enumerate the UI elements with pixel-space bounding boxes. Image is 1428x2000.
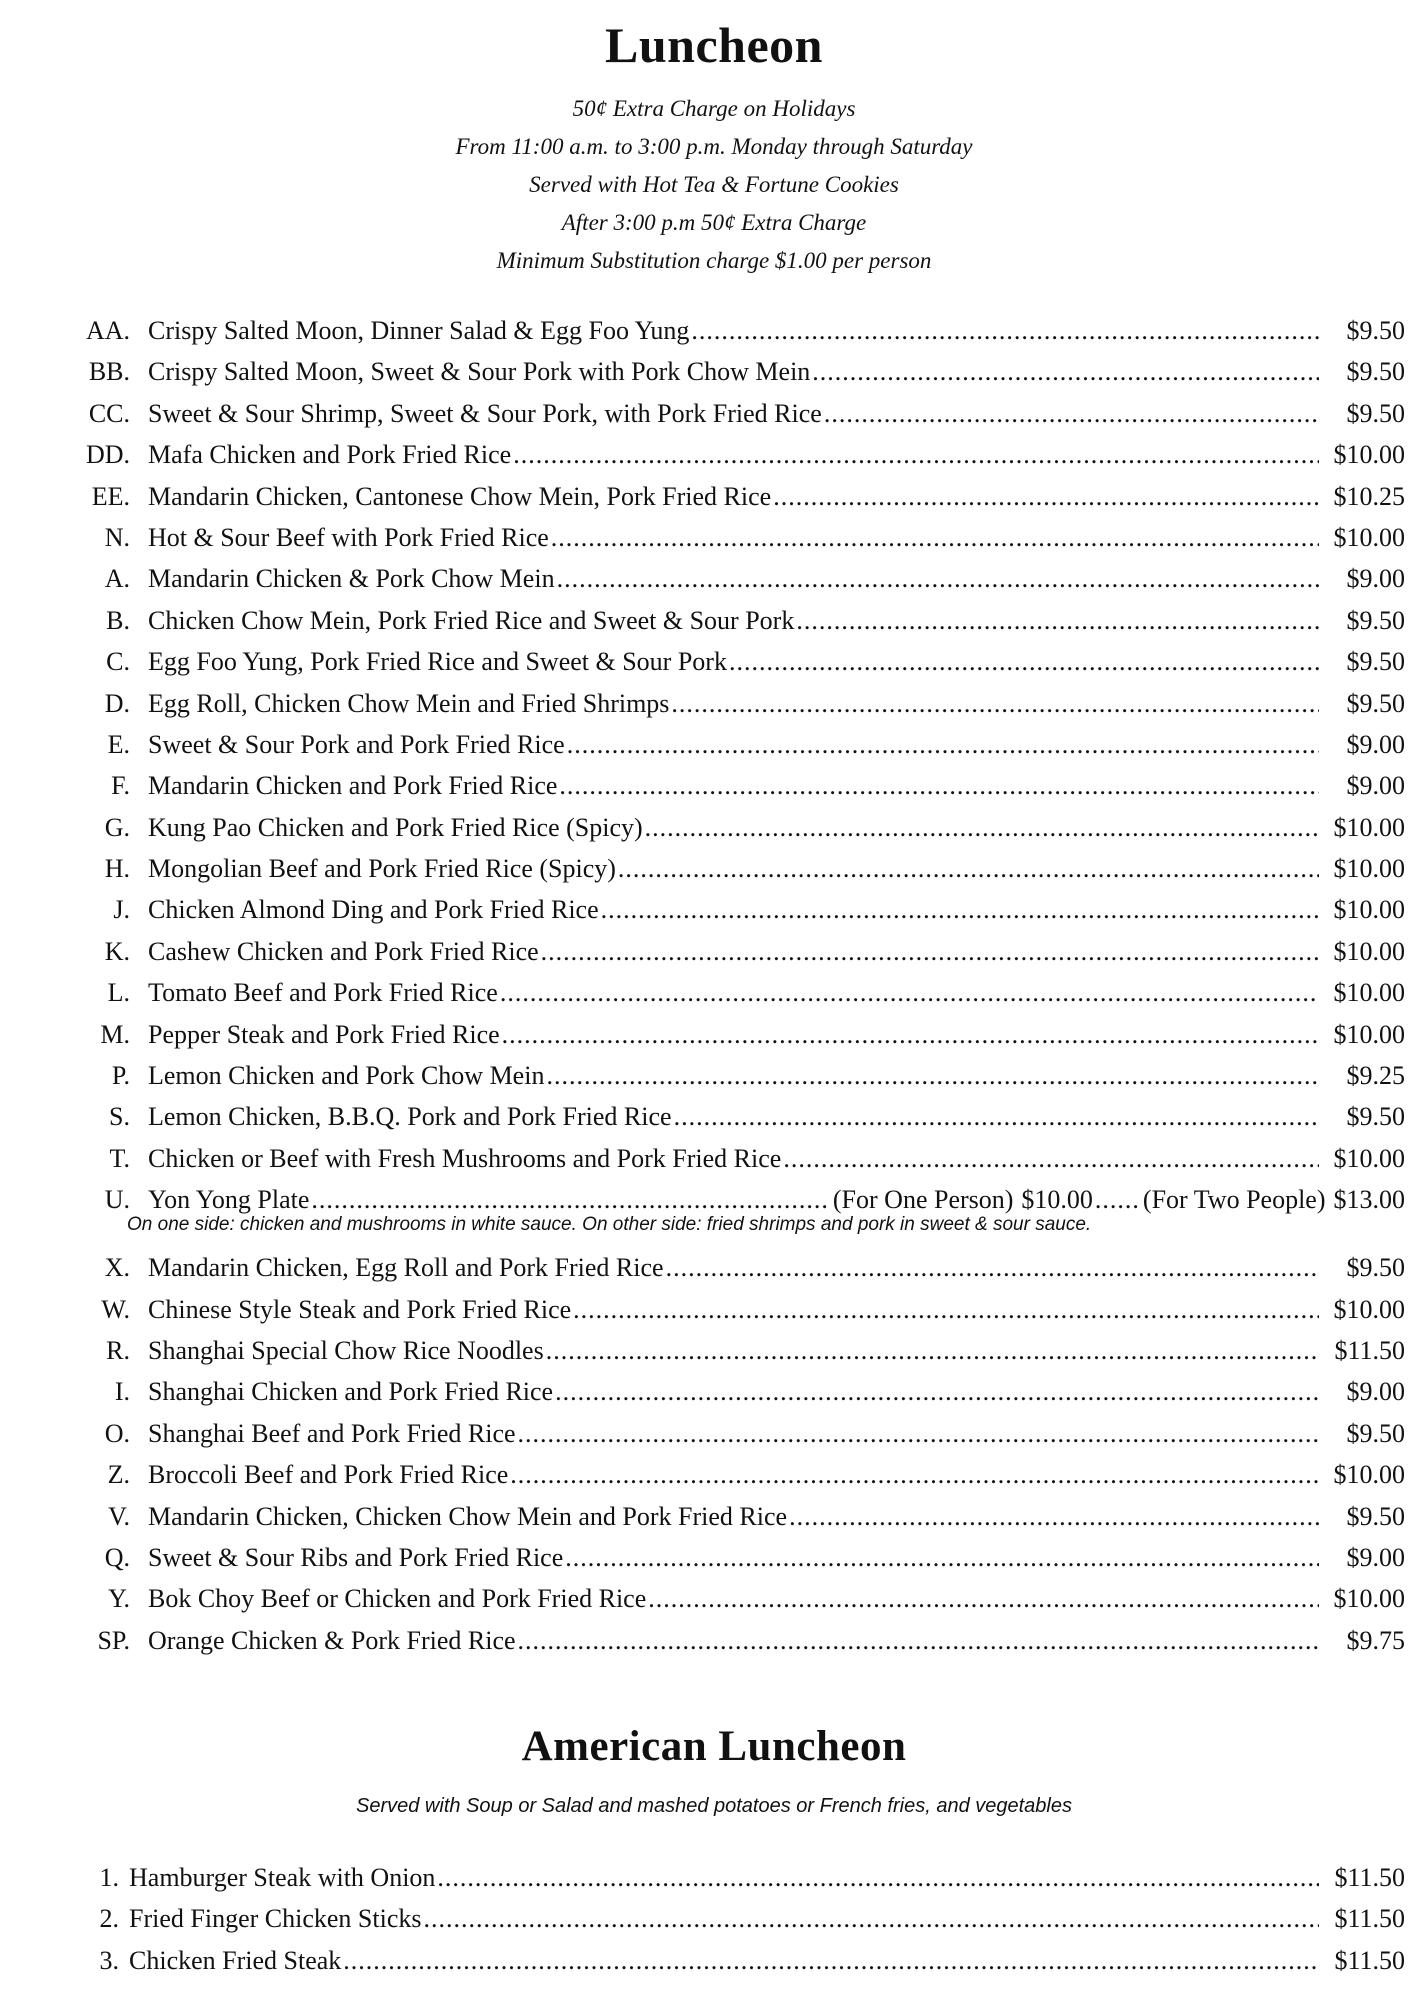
- item-name: Bok Choy Beef or Chicken and Pork Fried Rice: [148, 1584, 647, 1614]
- menu-item: [55, 813, 1405, 854]
- item-price: $9.00: [1346, 771, 1405, 801]
- item-name: Chicken Fried Steak: [129, 1945, 342, 1975]
- menu-item: [55, 482, 1405, 523]
- menu-item-special: [55, 1185, 1405, 1215]
- item-name: Orange Chicken & Pork Fried Rice: [148, 1625, 516, 1655]
- menu-item: [55, 1946, 1405, 1987]
- menu-item: [55, 895, 1405, 936]
- item-name: Mongolian Beef and Pork Fried Rice (Spicy): [148, 854, 616, 884]
- item-name: Mandarin Chicken, Cantonese Chow Mein, Pork Fried Rice: [148, 481, 772, 511]
- item-name: Tomato Beef and Pork Fried Rice: [148, 978, 498, 1008]
- item-name: Shanghai Special Chow Rice Noodles: [148, 1335, 544, 1365]
- item-price: $10.00: [1333, 854, 1405, 884]
- item-price: $9.50: [1346, 1253, 1405, 1283]
- dot-leader: [510, 1460, 1319, 1490]
- dot-leader: [513, 440, 1319, 470]
- item-code: 3.: [99, 1945, 119, 1975]
- item-code: U.: [104, 1185, 130, 1215]
- luncheon-items: [55, 316, 1405, 1185]
- dot-leader: [541, 937, 1319, 967]
- item-name: Hamburger Steak with Onion: [129, 1863, 436, 1892]
- dot-leader: [557, 564, 1319, 594]
- item-name: Broccoli Beef and Pork Fried Rice: [148, 1460, 509, 1490]
- dot-leader: [500, 978, 1319, 1008]
- dot-leader: [437, 1863, 1319, 1893]
- item-code: A.: [104, 564, 130, 594]
- item-price: $9.00: [1346, 1542, 1405, 1572]
- item-option-one-label: (For One Person): [832, 1185, 1014, 1215]
- item-option-two-price: $13.00: [1333, 1185, 1405, 1215]
- item-name: Chinese Style Steak and Pork Fried Rice: [148, 1294, 572, 1324]
- menu-item: [55, 689, 1405, 730]
- item-code: CC.: [88, 398, 130, 428]
- note-served-with: Served with Hot Tea & Fortune Cookies: [529, 172, 899, 197]
- item-price: $10.25: [1333, 481, 1405, 511]
- item-name: Shanghai Beef and Pork Fried Rice: [148, 1418, 516, 1448]
- menu-item: [55, 1626, 1405, 1667]
- item-name: Yon Yong Plate: [148, 1185, 310, 1215]
- dot-leader: [691, 316, 1319, 346]
- item-code: O.: [104, 1418, 130, 1448]
- item-code: R.: [106, 1335, 130, 1365]
- menu-item: [55, 647, 1405, 688]
- dot-leader: [546, 1061, 1319, 1091]
- menu-item: [55, 730, 1405, 771]
- item-price: $9.50: [1346, 1418, 1405, 1448]
- dot-leader: [789, 1502, 1319, 1532]
- item-price: $9.00: [1346, 564, 1405, 594]
- menu-item: [55, 316, 1405, 357]
- dot-leader: [551, 523, 1319, 553]
- item-name: Pepper Steak and Pork Fried Rice: [148, 1019, 500, 1049]
- item-price: $10.00: [1333, 1143, 1405, 1173]
- dot-leader: [1095, 1185, 1139, 1215]
- item-name: Mandarin Chicken, Chicken Chow Mein and Pork Fried Rice: [148, 1501, 788, 1531]
- note-substitution: Minimum Substitution charge $1.00 per person: [496, 248, 932, 273]
- item-price: $9.50: [1346, 1501, 1405, 1531]
- dot-leader: [773, 482, 1319, 512]
- item-code: H.: [104, 854, 130, 884]
- note-hours: From 11:00 a.m. to 3:00 p.m. Monday through Saturday: [455, 134, 973, 159]
- item-description: On one side: chicken and mushrooms in white sauce. On other side: fried shrimps and pork in sweet & sour sauce.: [127, 1214, 1092, 1236]
- dot-leader: [565, 1543, 1319, 1573]
- item-code: B.: [106, 605, 130, 635]
- item-code: AA.: [85, 316, 130, 345]
- item-name: Cashew Chicken and Pork Fried Rice: [148, 936, 539, 966]
- luncheon-notes: [0, 90, 1428, 280]
- dot-leader: [674, 1102, 1319, 1132]
- item-price: $11.50: [1334, 1335, 1405, 1365]
- item-name: Lemon Chicken, B.B.Q. Pork and Pork Fried Rice: [148, 1102, 672, 1132]
- note-holidays: 50¢ Extra Charge on Holidays: [572, 96, 856, 121]
- item-code: J.: [113, 895, 130, 925]
- menu-item: [55, 1020, 1405, 1061]
- item-price: $11.50: [1334, 1904, 1405, 1934]
- item-price: $10.00: [1333, 1019, 1405, 1049]
- item-price: $10.00: [1333, 522, 1405, 552]
- item-code: M.: [100, 1019, 130, 1049]
- item-name: Sweet & Sour Shrimp, Sweet & Sour Pork, with Pork Fried Rice: [148, 398, 822, 428]
- item-code: 1.: [99, 1863, 119, 1892]
- item-price: $9.50: [1346, 398, 1405, 428]
- menu-item: [55, 771, 1405, 812]
- luncheon-title: Luncheon: [605, 17, 823, 73]
- item-price: $9.50: [1346, 647, 1405, 677]
- item-name: Lemon Chicken and Pork Chow Mein: [148, 1061, 545, 1091]
- menu-item: [55, 1061, 1405, 1102]
- menu-item: [55, 1336, 1405, 1377]
- item-code: W.: [101, 1294, 130, 1324]
- item-name: Chicken Chow Mein, Pork Fried Rice and Sweet & Sour Pork: [148, 605, 795, 635]
- item-name: Sweet & Sour Ribs and Pork Fried Rice: [148, 1542, 564, 1572]
- item-code: SP.: [97, 1625, 130, 1655]
- menu-item: [55, 1377, 1405, 1418]
- menu-item: [55, 440, 1405, 481]
- item-code: D.: [104, 688, 130, 718]
- item-price: $9.50: [1346, 1102, 1405, 1132]
- item-name: Crispy Salted Moon, Sweet & Sour Pork with Pork Chow Mein: [148, 357, 811, 387]
- item-price: $10.00: [1333, 440, 1405, 470]
- item-code: 2.: [99, 1904, 119, 1934]
- menu-item: [55, 399, 1405, 440]
- dot-leader: [502, 1020, 1319, 1050]
- menu-item: [55, 1253, 1405, 1294]
- item-price: $9.25: [1346, 1061, 1405, 1091]
- item-code: Y.: [108, 1584, 130, 1614]
- menu-item: [55, 1863, 1405, 1904]
- item-code: V.: [108, 1501, 130, 1531]
- item-code: K.: [104, 936, 130, 966]
- item-price: $9.50: [1346, 605, 1405, 635]
- item-price: $10.00: [1333, 978, 1405, 1008]
- item-code: EE.: [91, 481, 130, 511]
- item-name: Egg Roll, Chicken Chow Mein and Fried Shrimps: [148, 688, 670, 718]
- item-price: $9.00: [1346, 729, 1405, 759]
- dot-leader: [311, 1185, 829, 1215]
- dot-leader: [518, 1419, 1319, 1449]
- dot-leader: [671, 689, 1319, 719]
- item-code: L.: [107, 978, 130, 1008]
- luncheon-items-continued: [55, 1253, 1405, 1667]
- item-name: Fried Finger Chicken Sticks: [129, 1904, 422, 1934]
- dot-leader: [555, 1377, 1319, 1407]
- item-name: Chicken or Beef with Fresh Mushrooms and Pork Fried Rice: [148, 1143, 782, 1173]
- item-price: $9.50: [1346, 688, 1405, 718]
- dot-leader: [645, 813, 1319, 843]
- dot-leader: [518, 1626, 1319, 1656]
- item-code: Z.: [107, 1460, 130, 1490]
- dot-leader: [423, 1904, 1319, 1934]
- item-name: Egg Foo Yung, Pork Fried Rice and Sweet & Sour Pork: [148, 647, 727, 677]
- item-code: X.: [104, 1253, 130, 1283]
- dot-leader: [601, 895, 1319, 925]
- item-name: Hot & Sour Beef with Pork Fried Rice: [148, 522, 549, 552]
- dot-leader: [618, 854, 1319, 884]
- menu-item: [55, 1460, 1405, 1501]
- item-code: I.: [114, 1377, 130, 1407]
- item-name: Mandarin Chicken, Egg Roll and Pork Fried Rice: [148, 1253, 664, 1283]
- american-luncheon-title: American Luncheon: [521, 1723, 907, 1770]
- menu-item: [55, 1419, 1405, 1460]
- dot-leader: [666, 1253, 1319, 1283]
- item-option-two-label: (For Two People): [1142, 1185, 1326, 1215]
- item-name: Mafa Chicken and Pork Fried Rice: [148, 440, 512, 470]
- item-name: Chicken Almond Ding and Pork Fried Rice: [148, 895, 599, 925]
- item-name: Crispy Salted Moon, Dinner Salad & Egg Foo Yung: [148, 316, 690, 345]
- item-price: $10.00: [1333, 1294, 1405, 1324]
- item-code: F.: [111, 771, 130, 801]
- american-menu-list: [55, 1863, 1405, 1987]
- menu-item: [55, 1904, 1405, 1945]
- item-price: $9.75: [1346, 1625, 1405, 1655]
- dot-leader: [729, 647, 1319, 677]
- note-after-hours: After 3:00 p.m 50¢ Extra Charge: [561, 210, 867, 235]
- menu-item: [55, 1584, 1405, 1625]
- item-code: T.: [109, 1143, 130, 1173]
- menu-item: [55, 1295, 1405, 1336]
- item-name: Mandarin Chicken & Pork Chow Mein: [148, 564, 555, 594]
- menu-item: [55, 606, 1405, 647]
- dot-leader: [559, 771, 1319, 801]
- menu-item: [55, 1102, 1405, 1143]
- dot-leader: [812, 357, 1319, 387]
- item-name: Mandarin Chicken and Pork Fried Rice: [148, 771, 558, 801]
- luncheon-menu-list: [55, 316, 1405, 1667]
- american-luncheon-note: Served with Soup or Salad and mashed potatoes or French fries, and vegetables: [356, 1795, 1072, 1817]
- item-code: P.: [111, 1061, 130, 1091]
- item-price: $10.00: [1333, 936, 1405, 966]
- item-price: $11.50: [1334, 1863, 1405, 1892]
- item-price: $9.50: [1346, 316, 1405, 345]
- item-price: $10.00: [1333, 1460, 1405, 1490]
- item-code: G.: [104, 812, 130, 842]
- dot-leader: [783, 1144, 1319, 1174]
- item-price: $10.00: [1333, 1584, 1405, 1614]
- menu-item: [55, 937, 1405, 978]
- menu-item: [55, 1543, 1405, 1584]
- dot-leader: [796, 606, 1319, 636]
- menu-item: [55, 854, 1405, 895]
- dot-leader: [343, 1946, 1319, 1976]
- item-code: DD.: [85, 440, 130, 470]
- menu-item: [55, 357, 1405, 398]
- item-price: $10.00: [1333, 812, 1405, 842]
- item-price: $9.50: [1346, 357, 1405, 387]
- dot-leader: [648, 1584, 1319, 1614]
- menu-item: [55, 523, 1405, 564]
- dot-leader: [546, 1336, 1319, 1366]
- menu-item: [55, 564, 1405, 605]
- menu-item: [55, 1502, 1405, 1543]
- dot-leader: [567, 730, 1319, 760]
- item-price: $10.00: [1333, 895, 1405, 925]
- menu-item: [55, 978, 1405, 1019]
- dot-leader: [573, 1295, 1319, 1325]
- item-code: Q.: [104, 1542, 130, 1572]
- item-code: N.: [104, 522, 130, 552]
- item-name: Sweet & Sour Pork and Pork Fried Rice: [148, 729, 565, 759]
- item-name: Shanghai Chicken and Pork Fried Rice: [148, 1377, 554, 1407]
- item-name: Kung Pao Chicken and Pork Fried Rice (Spicy): [148, 812, 643, 842]
- dot-leader: [824, 399, 1319, 429]
- item-code: BB.: [88, 357, 130, 387]
- item-option-one-price: $10.00: [1021, 1185, 1093, 1215]
- item-code: S.: [109, 1102, 130, 1132]
- item-price: $9.00: [1346, 1377, 1405, 1407]
- item-price: $11.50: [1334, 1945, 1405, 1975]
- item-code: E.: [107, 729, 130, 759]
- item-code: C.: [106, 647, 130, 677]
- menu-item: [55, 1144, 1405, 1185]
